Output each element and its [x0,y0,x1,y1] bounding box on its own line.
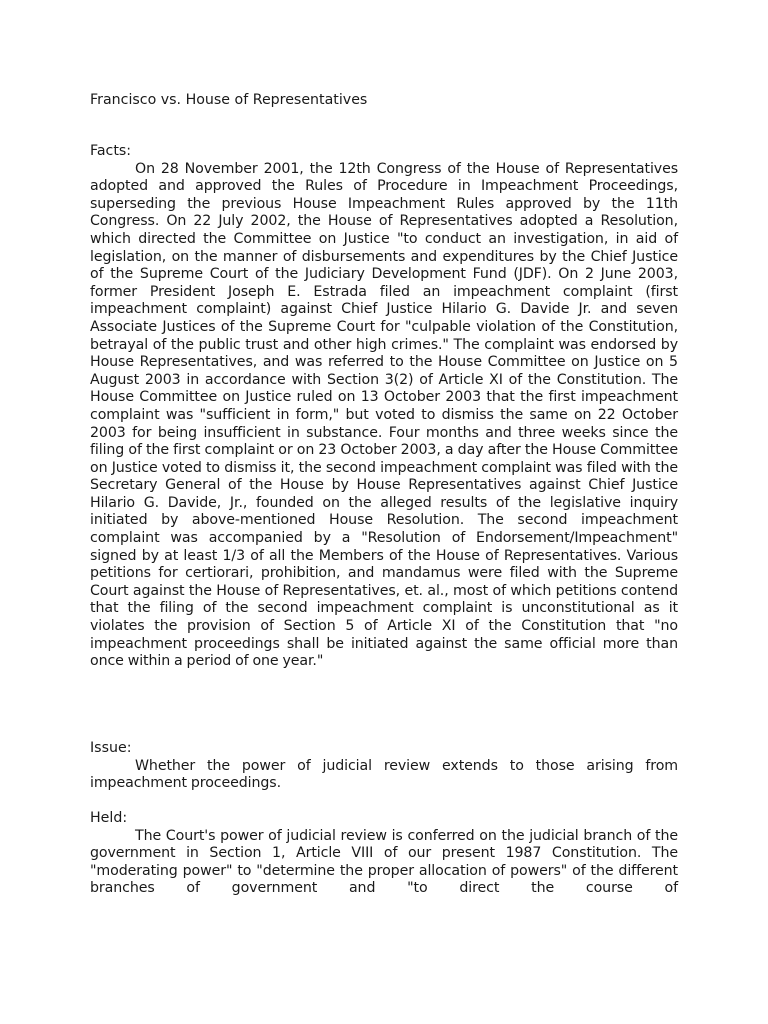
issue-section [90,740,678,793]
facts-paragraph: On 28 November 2001, the 12th Congress of the House of Representatives adopted and approved the Rules of Procedure in Impeachment Proceedings, superseding the previous House Impeachment Rules approved by the 11th Congress. On 22 July 2002, the House of Representatives adopted a Resolution, which directed the Committee on Justice "to conduct an investigation, in aid of legislation, on the manner of disbursements and expenditures by the Chief Justice of the Supreme Court of the Judiciary Development Fund (JDF). On 2 June 2003, former President Joseph E. Estrada filed an impeachment complaint (first impeachment complaint) against Chief Justice Hilario G. Davide Jr. and seven Associate Justices of the Supreme Court for "culpable violation of the Constitution, betrayal of the public trust and other high crimes." The complaint was endorsed by House Representatives, and was referred to the House Committee on Justice on 5 August 2003 in accordance with Section 3(2) of Article XI of the Constitution. The House Committee on Justice ruled on 13 October 2003 that the first impeachment complaint was "sufficient in form," but voted to dismiss the same on 22 October 2003 for being insufficient in substance. Four months and three weeks since the filing of the first complaint or on 23 October 2003, a day after the House Committee on Justice voted to dismiss it, the second impeachment complaint was filed with the Secretary General of the House by House Representatives against Chief Justice Hilario G. Davide, Jr., founded on the alleged results of the legislative inquiry initiated by above-mentioned House Resolution. The second impeachment complaint was accompanied by a "Resolution of Endorsement/Impeachment" signed by at least 1/3 of all the Members of the House of Representatives. Various petitions for certiorari, prohibition, and mandamus were filed with the Supreme Court against the House of Representatives, et. al., most of which petitions contend that the filing of the second impeachment complaint is unconstitutional as it violates the provision of Section 5 of Article XI of the Constitution that "no impeachment proceedings shall be initiated against the same official more than once within a period of one year." [90,160,678,670]
held-section [90,810,678,898]
document-title: Francisco vs. House of Representatives [90,92,368,108]
issue-paragraph: Whether the power of judicial review extends to those arising from impeachment proceedings. [90,757,678,792]
held-paragraph: The Court's power of judicial review is conferred on the judicial branch of the government in Section 1, Article VIII of our present 1987 Constitution. The "moderating power" to "determine the proper allocation of powers" of the different branches of government and "to direct the course of [90,827,678,897]
issue-heading: Issue: [90,740,132,756]
held-heading: Held: [90,810,128,826]
facts-heading: Facts: [90,143,132,159]
facts-section [90,143,678,671]
